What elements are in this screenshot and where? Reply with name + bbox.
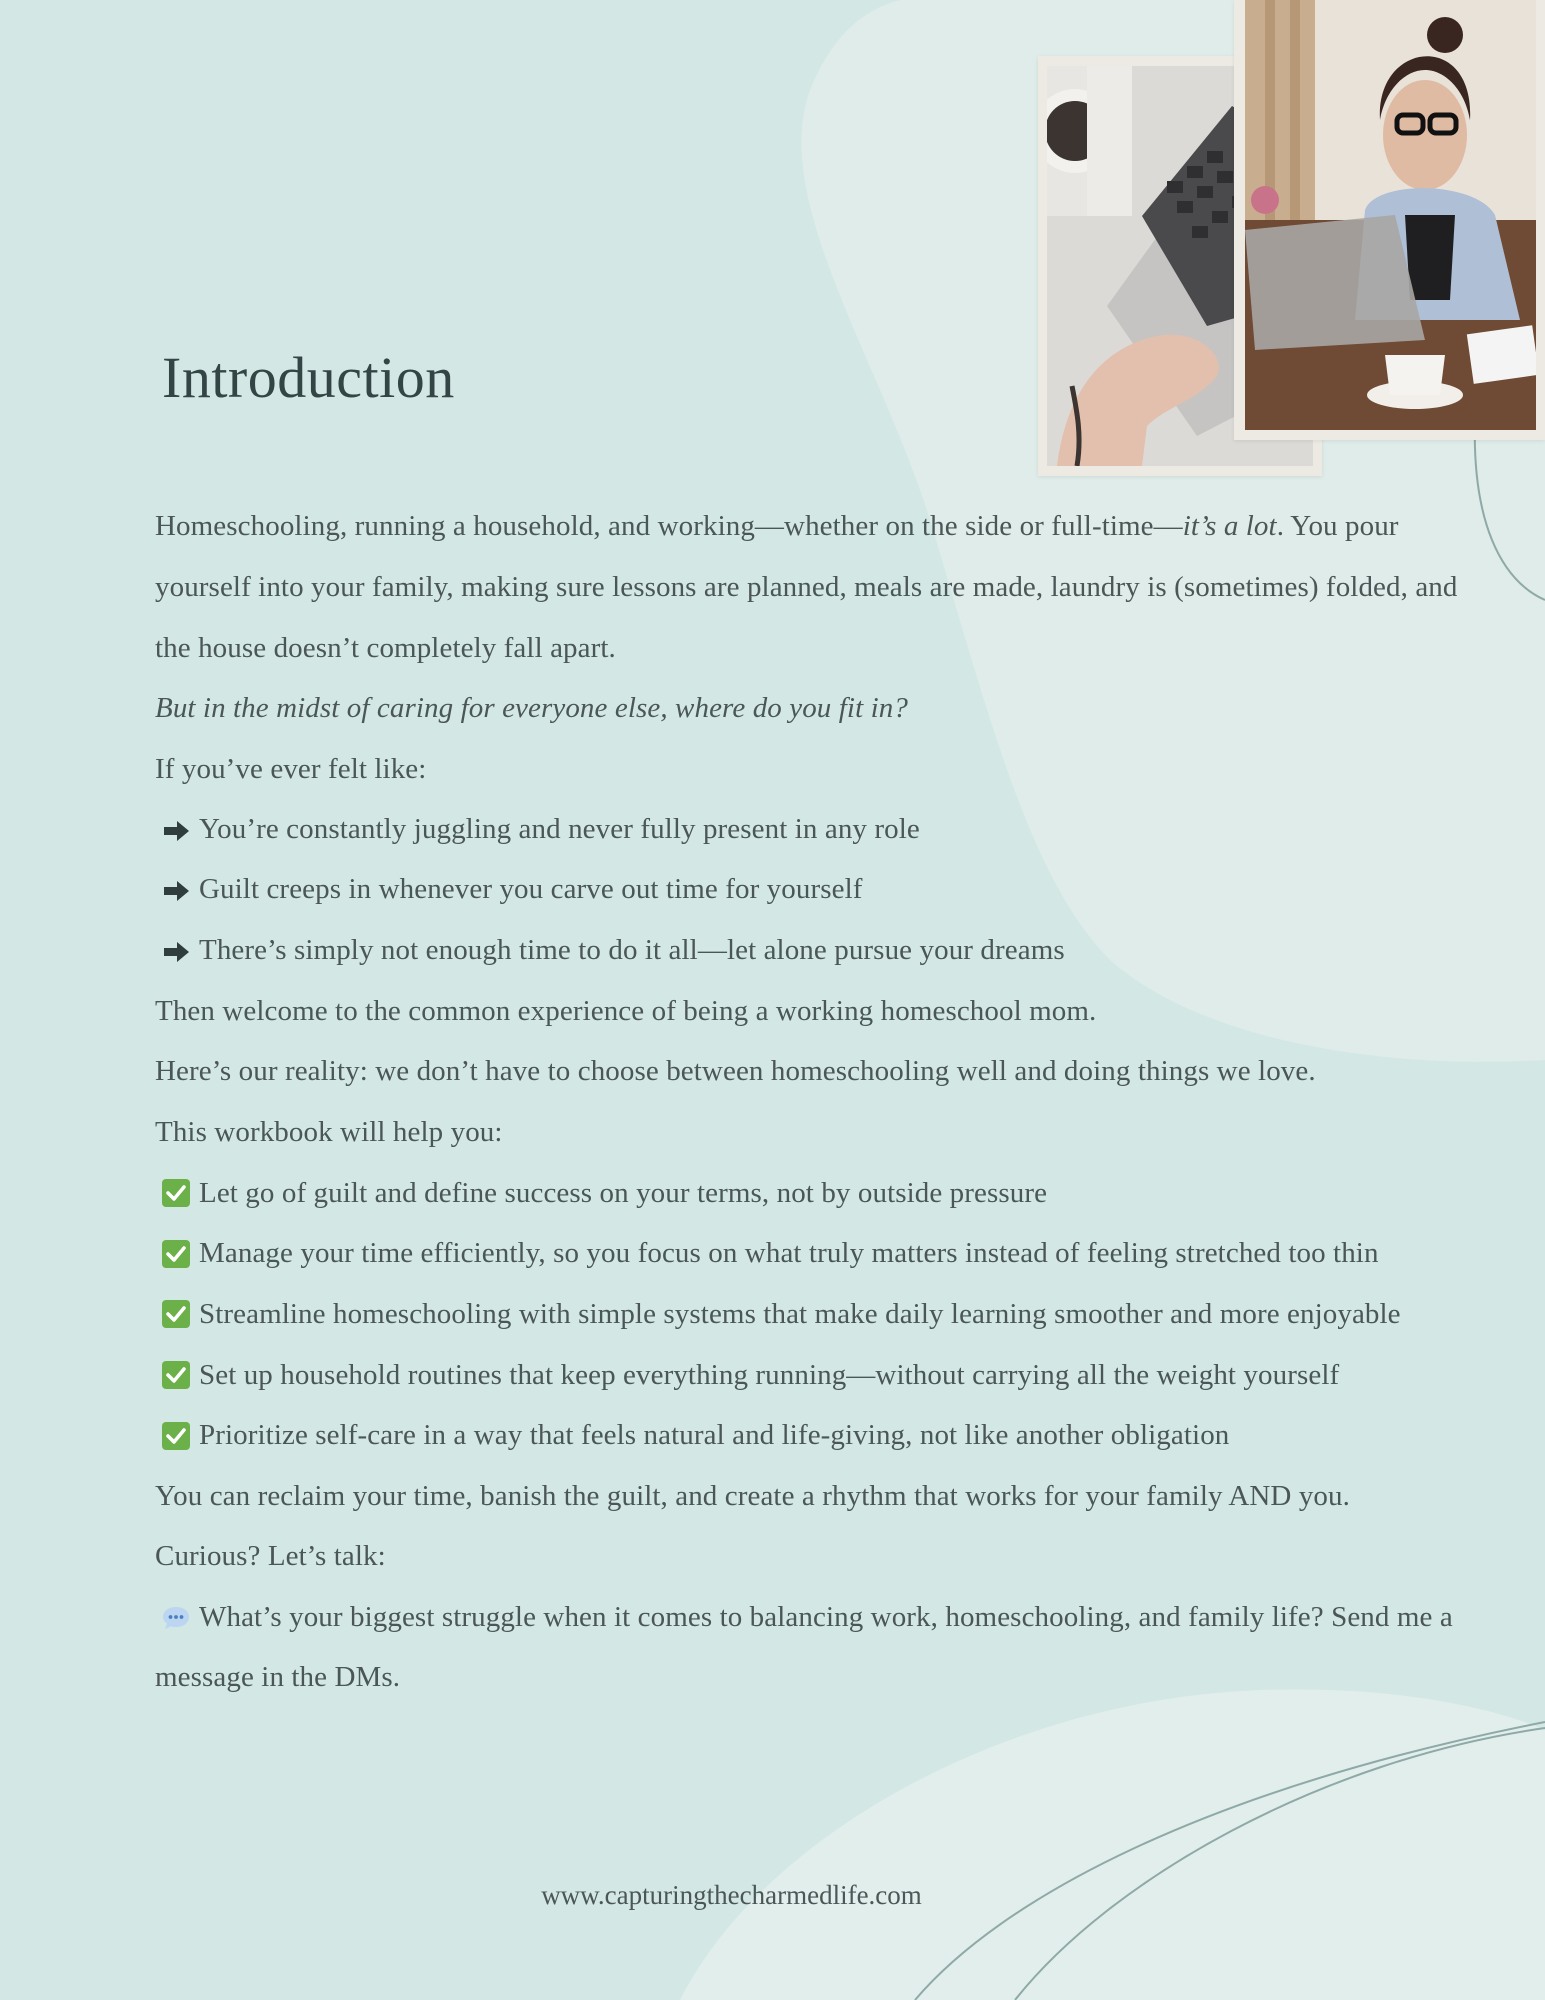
feeling-item: Guilt creeps in whenever you carve out time for yourself bbox=[199, 873, 863, 905]
check-mark-icon bbox=[161, 1360, 191, 1390]
light-blob-bottom bbox=[680, 1689, 1545, 2000]
question-line: But in the midst of caring for everyone else, where do you fit in? bbox=[155, 692, 908, 724]
benefit-item: Let go of guilt and define success on your terms, not by outside pressure bbox=[199, 1177, 1048, 1209]
website-footer: www.capturingthecharmedlife.com bbox=[541, 1880, 922, 1910]
benefit-item: Set up household routines that keep everything running—without carrying all the weight yourself bbox=[199, 1359, 1340, 1391]
curious-line: Curious? Let’s talk: bbox=[155, 1540, 386, 1572]
check-mark-icon bbox=[161, 1239, 191, 1269]
check-mark-icon bbox=[161, 1421, 191, 1451]
feelings-intro: If you’ve ever felt like: bbox=[155, 753, 427, 785]
intro-paragraph-line-3: the house doesn’t completely fall apart. bbox=[155, 632, 616, 664]
right-arrow-icon bbox=[161, 816, 191, 846]
reality-line: Here’s our reality: we don’t have to choose between homeschooling well and doing things we love. bbox=[155, 1055, 1316, 1087]
workbook-intro: This workbook will help you: bbox=[155, 1116, 503, 1148]
check-mark-icon bbox=[161, 1178, 191, 1208]
intro-text-part-1: Homeschooling, running a household, and working—whether on the side or full-time— bbox=[155, 510, 1183, 542]
reclaim-line: You can reclaim your time, banish the guilt, and create a rhythm that works for your family AND you. bbox=[155, 1480, 1350, 1512]
emphasis-text: it’s a lot bbox=[1182, 510, 1277, 542]
benefit-item: Streamline homeschooling with simple systems that make daily learning smoother and more enjoyable bbox=[199, 1298, 1401, 1330]
benefit-item: Manage your time efficiently, so you focus on what truly matters instead of feeling stretched too thin bbox=[199, 1237, 1379, 1269]
intro-text-part-2: . You pour bbox=[1276, 510, 1399, 542]
page-title: Introduction bbox=[162, 345, 455, 410]
feeling-item: You’re constantly juggling and never fully present in any role bbox=[199, 813, 920, 845]
welcome-line: Then welcome to the common experience of being a working homeschool mom. bbox=[155, 995, 1097, 1027]
dm-prompt-line-1: What’s your biggest struggle when it comes to balancing work, homeschooling, and family life? Send me a bbox=[199, 1601, 1453, 1633]
right-arrow-icon bbox=[161, 876, 191, 906]
right-arrow-icon bbox=[161, 937, 191, 967]
speech-bubble-icon bbox=[161, 1603, 191, 1633]
intro-paragraph-line-1 bbox=[155, 510, 1399, 543]
check-mark-icon bbox=[161, 1299, 191, 1329]
intro-paragraph-line-2: yourself into your family, making sure lessons are planned, meals are made, laundry is (sometimes) folded, and bbox=[155, 571, 1458, 603]
woman-laptop-photo bbox=[1245, 0, 1536, 430]
dm-prompt-line-2: message in the DMs. bbox=[155, 1661, 401, 1693]
feeling-item: There’s simply not enough time to do it all—let alone pursue your dreams bbox=[199, 934, 1065, 966]
benefit-item: Prioritize self-care in a way that feels natural and life-giving, not like another obligation bbox=[199, 1419, 1230, 1451]
